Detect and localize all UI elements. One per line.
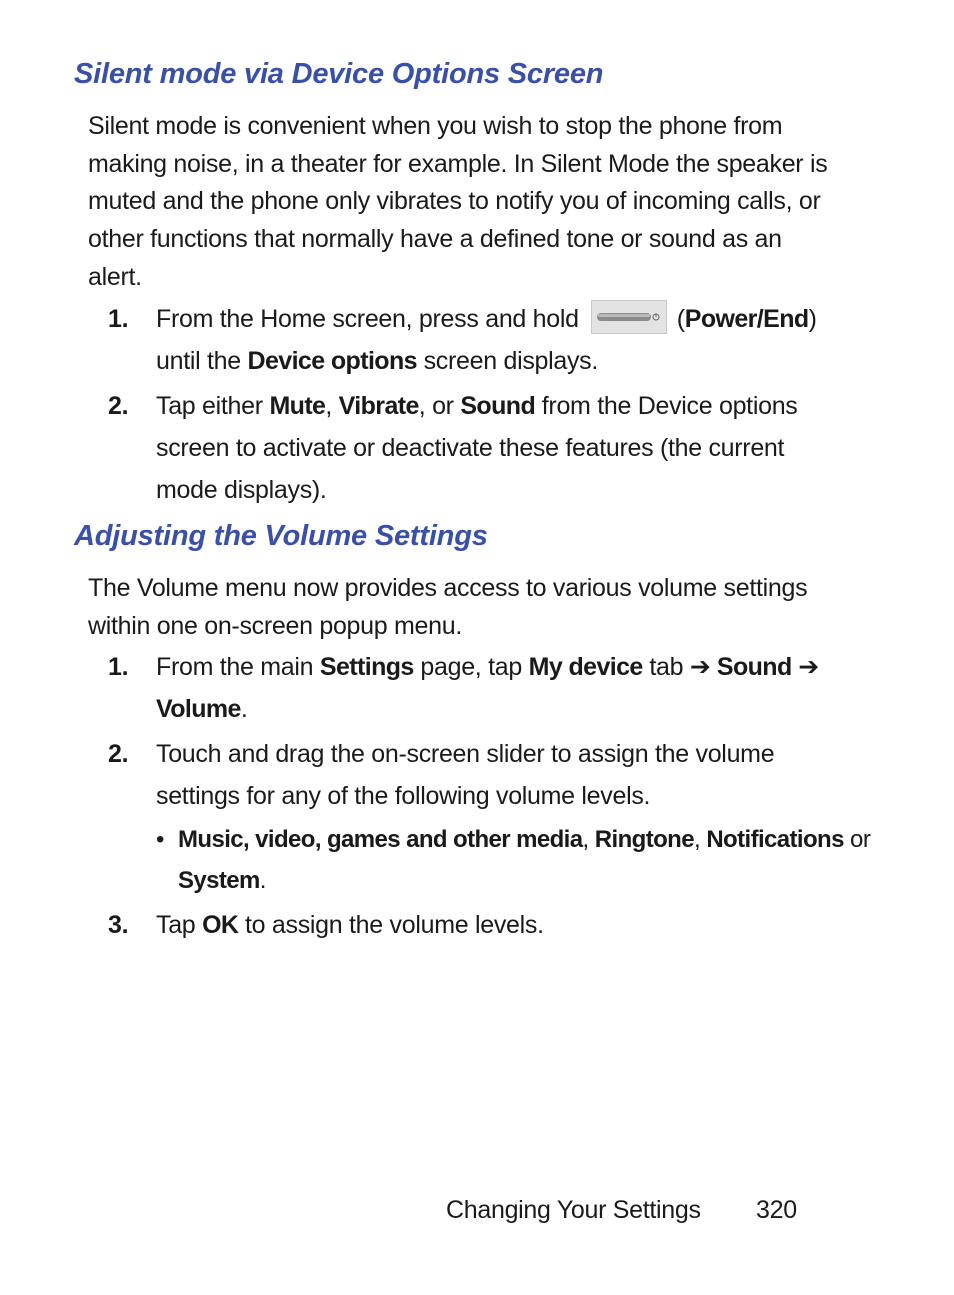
intro-line: alert. bbox=[88, 262, 142, 291]
arrow-right-icon: ➔ bbox=[798, 653, 819, 681]
power-end-label: Power/End bbox=[684, 305, 809, 333]
sound-label: Sound bbox=[716, 653, 792, 681]
intro-line: making noise, in a theater for example. In Silent Mode the speaker is bbox=[88, 149, 828, 178]
step-line bbox=[156, 341, 876, 383]
step-line bbox=[156, 647, 876, 689]
notifications-label: Notifications bbox=[706, 826, 844, 853]
step-number: 2. bbox=[108, 392, 129, 420]
media-label: Music, video, games and other media bbox=[178, 826, 583, 853]
step-number: 3. bbox=[108, 911, 129, 939]
intro-line: The Volume menu now provides access to various volume settings bbox=[88, 574, 808, 602]
intro-line: within one on-screen popup menu. bbox=[88, 611, 462, 640]
mute-label: Mute bbox=[269, 392, 326, 420]
step-text: tab bbox=[642, 653, 690, 681]
step-text: until the bbox=[156, 346, 248, 375]
intro-line: Silent mode is convenient when you wish to stop the phone from bbox=[88, 112, 783, 140]
step-number: 2. bbox=[108, 740, 129, 768]
power-end-key-icon bbox=[591, 300, 667, 334]
bullet-text: , bbox=[693, 826, 707, 853]
silent-mode-intro bbox=[88, 108, 888, 297]
sound-label: Sound bbox=[460, 392, 536, 420]
bullet-text: or bbox=[843, 826, 871, 853]
step-text: From the Home screen, press and hold bbox=[156, 305, 579, 333]
footer-page-number: 320 bbox=[756, 1196, 797, 1224]
step-text: Tap either bbox=[156, 392, 270, 420]
bullet-dot: • bbox=[156, 826, 164, 853]
step-line bbox=[156, 689, 876, 731]
bullet-line bbox=[178, 860, 868, 901]
bullet-text: . bbox=[259, 867, 266, 894]
step-text: page, tap bbox=[413, 653, 529, 681]
intro-line: muted and the phone only vibrates to notify you of incoming calls, or bbox=[88, 187, 821, 216]
volume-intro bbox=[88, 570, 888, 645]
step-text: from the Device options bbox=[535, 392, 798, 420]
arrow-right-icon: ➔ bbox=[689, 653, 711, 681]
vibrate-label: Vibrate bbox=[338, 392, 419, 420]
step-text: . bbox=[240, 694, 248, 723]
step-line: mode displays). bbox=[156, 475, 327, 504]
settings-label: Settings bbox=[319, 653, 414, 681]
step-text: ) bbox=[808, 305, 817, 333]
step-text: ( bbox=[676, 305, 685, 333]
my-device-label: My device bbox=[528, 653, 643, 681]
volume-label: Volume bbox=[156, 694, 241, 723]
step-line: Touch and drag the on-screen slider to assign the volume bbox=[156, 740, 775, 768]
step-number: 1. bbox=[108, 305, 129, 333]
step-line bbox=[156, 386, 876, 428]
step-line: screen to activate or deactivate these features (the current bbox=[156, 433, 785, 462]
section-heading-silent-mode: Silent mode via Device Options Screen bbox=[74, 58, 604, 90]
step-text: Tap bbox=[156, 911, 203, 939]
step-line bbox=[156, 905, 876, 947]
ok-label: OK bbox=[202, 911, 239, 939]
bullet-text: , bbox=[582, 826, 595, 853]
step-number: 1. bbox=[108, 653, 129, 681]
step-text: , or bbox=[418, 392, 461, 420]
step-text: screen displays. bbox=[416, 346, 599, 375]
intro-line: other functions that normally have a defined tone or sound as an bbox=[88, 225, 782, 254]
step-line: settings for any of the following volume levels. bbox=[156, 781, 651, 810]
step-text: From the main bbox=[156, 653, 320, 681]
ringtone-label: Ringtone bbox=[594, 826, 694, 853]
bullet-line bbox=[178, 819, 871, 860]
step-line bbox=[156, 299, 876, 341]
step-text: , bbox=[325, 392, 339, 420]
system-label: System bbox=[178, 867, 260, 894]
footer-chapter-title: Changing Your Settings bbox=[446, 1196, 701, 1224]
section-heading-volume: Adjusting the Volume Settings bbox=[74, 520, 488, 552]
step-text: to assign the volume levels. bbox=[238, 911, 544, 939]
device-options-label: Device options bbox=[247, 346, 417, 375]
